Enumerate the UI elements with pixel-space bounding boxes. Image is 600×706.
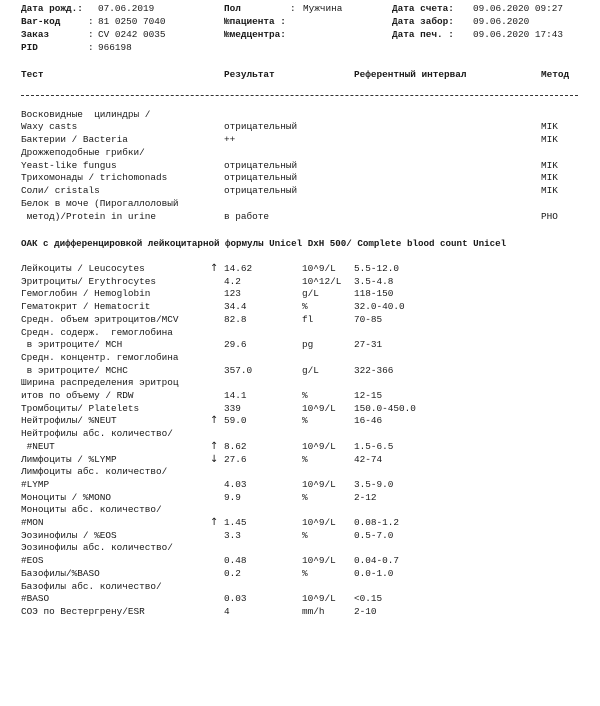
cbc-test-name: Тромбоциты/ Platelets xyxy=(21,402,140,414)
cbc-result: 34.4 xyxy=(224,301,247,313)
cbc-result: 1.45 xyxy=(224,517,247,528)
cbc-unit: % xyxy=(302,567,308,579)
cbc-result: 0.2 xyxy=(224,567,241,579)
cbc-test-name: итов по объему / RDW xyxy=(21,390,134,401)
urine-method: MIK xyxy=(541,134,558,145)
cbc-reference-range: 16-46 xyxy=(354,415,383,427)
cbc-unit: % xyxy=(302,390,308,401)
cbc-test-name: Средн. концентр. гемоглобина xyxy=(21,351,179,363)
col-result-header: Результат xyxy=(224,69,275,80)
cbc-unit: 10^9/L xyxy=(302,402,336,414)
urine-test-name: Белок в моче (Пирогаллоловый xyxy=(21,198,179,209)
cbc-section-title: ОАК с дифференцировкой лейкоцитарной формулы Unicel DxH 500/ Complete blood count Unicel xyxy=(21,238,507,249)
cbc-reference-range: 5.5-12.0 xyxy=(354,263,400,274)
cbc-unit: % xyxy=(302,453,308,465)
cbc-reference-range: 0.5-7.0 xyxy=(354,529,394,541)
cbc-test-name: Эритроциты/ Erythrocytes xyxy=(21,275,157,287)
cbc-result: 4 xyxy=(224,605,230,617)
cbc-unit: 10^9/L xyxy=(302,478,336,490)
urine-test-name: Waxy casts xyxy=(21,121,78,132)
urine-test-name: метод)/Protein in urine xyxy=(21,211,157,222)
cbc-test-name: Базофилы/%BASO xyxy=(21,567,100,579)
sample-date-label: Дата забор: xyxy=(392,16,454,27)
cbc-reference-range: 0.0-1.0 xyxy=(354,567,394,579)
urine-method: MIK xyxy=(541,160,558,171)
cbc-result: 123 xyxy=(224,288,241,300)
cbc-unit: 10^9/L xyxy=(302,555,336,567)
cbc-flag-icon: ↑ xyxy=(210,415,219,427)
cbc-test-name: Нейтрофилы абс. количество/ xyxy=(21,428,173,440)
cbc-test-name: Моноциты абс. количество/ xyxy=(21,504,162,516)
urine-test-name: Yeast-like fungus xyxy=(21,160,117,171)
cbc-result: 82.8 xyxy=(224,313,247,325)
cbc-flag-icon: ↑ xyxy=(210,517,219,528)
cbc-reference-range: 0.08-1.2 xyxy=(354,517,400,528)
pid-value: 966198 xyxy=(98,42,132,53)
print-date-label: Дата печ. : xyxy=(392,29,454,40)
invoice-date-value: 09.06.2020 09:27 xyxy=(473,3,564,14)
cbc-result: 3.3 xyxy=(224,529,241,541)
urine-test-name: Восковидные цилиндры / xyxy=(21,109,151,120)
cbc-unit: mm/h xyxy=(302,605,325,617)
cbc-test-name: Гематокрит / Hematocrit xyxy=(21,301,151,313)
cbc-test-name: Лейкоциты / Leucocytes xyxy=(21,263,145,274)
print-date-value: 09.06.2020 17:43 xyxy=(473,29,564,40)
sex-value: Мужчина xyxy=(303,3,343,14)
cbc-unit: 10^9/L xyxy=(302,517,336,528)
urine-method: PHO xyxy=(541,211,558,222)
urine-test-name: Дрожжеподобные грибки/ xyxy=(21,147,145,158)
cbc-test-name: Моноциты / %MONO xyxy=(21,491,112,503)
cbc-test-name: Средн. объем эритроцитов/MCV xyxy=(21,313,179,325)
cbc-flag-icon: ↑ xyxy=(210,263,219,274)
cbc-test-name: Гемоглобин / Hemoglobin xyxy=(21,288,151,300)
pid-label: PID xyxy=(21,42,38,53)
col-test-header: Тест xyxy=(21,69,44,80)
cbc-test-name: Средн. содерж. гемоглобина xyxy=(21,326,173,338)
cbc-test-name: #LYMP xyxy=(21,478,50,490)
dob-label: Дата рожд.: xyxy=(21,3,83,14)
cbc-unit: 10^9/L xyxy=(302,263,336,274)
cbc-reference-range: 32.0-40.0 xyxy=(354,301,405,313)
urine-result: ++ xyxy=(224,134,236,145)
center-no-label: №медцентра: xyxy=(224,29,286,40)
urine-result: в работе xyxy=(224,211,270,222)
urine-result: отрицательный xyxy=(224,160,298,171)
cbc-unit: % xyxy=(302,491,308,503)
cbc-result: 59.0 xyxy=(224,415,247,427)
cbc-test-name: Лимфоциты абс. количество/ xyxy=(21,466,168,478)
cbc-test-name: #BASO xyxy=(21,593,50,605)
cbc-unit: % xyxy=(302,529,308,541)
cbc-unit: fl xyxy=(302,313,314,325)
cbc-reference-range: 3.5-9.0 xyxy=(354,478,394,490)
cbc-unit: 10^9/L xyxy=(302,593,336,605)
cbc-reference-range: 2-10 xyxy=(354,605,377,617)
cbc-test-name: в эритроците/ MCHC xyxy=(21,364,128,376)
cbc-test-name: #NEUT xyxy=(21,440,55,452)
cbc-unit: 10^9/L xyxy=(302,440,336,452)
cbc-result: 339 xyxy=(224,402,241,414)
cbc-test-name: #MON xyxy=(21,517,44,528)
header-divider xyxy=(21,95,578,96)
barcode-value: 81 0250 7040 xyxy=(98,16,166,27)
cbc-reference-range: 150.0-450.0 xyxy=(354,402,416,414)
cbc-unit: % xyxy=(302,415,308,427)
cbc-test-name: Базофилы абс. количество/ xyxy=(21,580,162,592)
cbc-result: 4.03 xyxy=(224,478,247,490)
urine-result: отрицательный xyxy=(224,185,298,196)
cbc-test-name: Эозинофилы абс. количество/ xyxy=(21,542,173,554)
cbc-test-name: СОЭ по Вестергрену/ESR xyxy=(21,605,145,617)
cbc-result: 8.62 xyxy=(224,440,247,452)
cbc-test-name: Эозинофилы / %EOS xyxy=(21,529,117,541)
col-method-header: Метод xyxy=(541,69,570,80)
cbc-result: 357.0 xyxy=(224,364,253,376)
cbc-flag-icon: ↑ xyxy=(210,440,219,452)
cbc-reference-range: 0.04-0.7 xyxy=(354,555,400,567)
cbc-result: 0.03 xyxy=(224,593,247,605)
cbc-reference-range: 1.5-6.5 xyxy=(354,440,394,452)
cbc-reference-range: <0.15 xyxy=(354,593,383,605)
urine-method: MIK xyxy=(541,172,558,183)
cbc-flag-icon: ↓ xyxy=(210,453,219,465)
cbc-unit: g/L xyxy=(302,288,319,300)
cbc-result: 0.48 xyxy=(224,555,247,567)
cbc-test-name: Лимфоциты / %LYMP xyxy=(21,453,117,465)
cbc-unit: % xyxy=(302,301,308,313)
col-reference-header: Референтный интервал xyxy=(354,69,467,80)
urine-test-name: Трихомонады / trichomonads xyxy=(21,172,168,183)
cbc-reference-range: 12-15 xyxy=(354,390,383,401)
dob-value: 07.06.2019 xyxy=(98,3,155,14)
sex-label: Пол xyxy=(224,3,241,14)
urine-test-name: Бактерии / Bacteria xyxy=(21,134,128,145)
urine-result: отрицательный xyxy=(224,172,298,183)
patient-no-label: №пациента : xyxy=(224,16,286,27)
cbc-reference-range: 2-12 xyxy=(354,491,377,503)
urine-method: MIK xyxy=(541,185,558,196)
cbc-reference-range: 70-85 xyxy=(354,313,383,325)
cbc-reference-range: 27-31 xyxy=(354,339,383,351)
sample-date-value: 09.06.2020 xyxy=(473,16,530,27)
cbc-test-name: в эритроците/ MCH xyxy=(21,339,123,351)
cbc-test-name: Нейтрофилы/ %NEUT xyxy=(21,415,117,427)
barcode-label: Bar-код xyxy=(21,16,61,27)
order-value: CV 0242 0035 xyxy=(98,29,166,40)
cbc-reference-range: 3.5-4.8 xyxy=(354,275,394,287)
cbc-result: 29.6 xyxy=(224,339,247,351)
order-label: Заказ xyxy=(21,29,50,40)
cbc-result: 14.62 xyxy=(224,263,253,274)
cbc-test-name: Ширина распределения эритроц xyxy=(21,377,179,389)
cbc-result: 9.9 xyxy=(224,491,241,503)
urine-test-name: Соли/ cristals xyxy=(21,185,100,196)
cbc-reference-range: 118-150 xyxy=(354,288,394,300)
cbc-unit: pg xyxy=(302,339,314,351)
cbc-result: 4.2 xyxy=(224,275,241,287)
cbc-reference-range: 322-366 xyxy=(354,364,394,376)
urine-method: MIK xyxy=(541,121,558,132)
cbc-result: 27.6 xyxy=(224,453,247,465)
cbc-unit: g/L xyxy=(302,364,319,376)
cbc-reference-range: 42-74 xyxy=(354,453,383,465)
cbc-unit: 10^12/L xyxy=(302,275,342,287)
urine-result: отрицательный xyxy=(224,121,298,132)
cbc-result: 14.1 xyxy=(224,390,247,401)
invoice-date-label: Дата счета: xyxy=(392,3,454,14)
cbc-test-name: #EOS xyxy=(21,555,44,567)
